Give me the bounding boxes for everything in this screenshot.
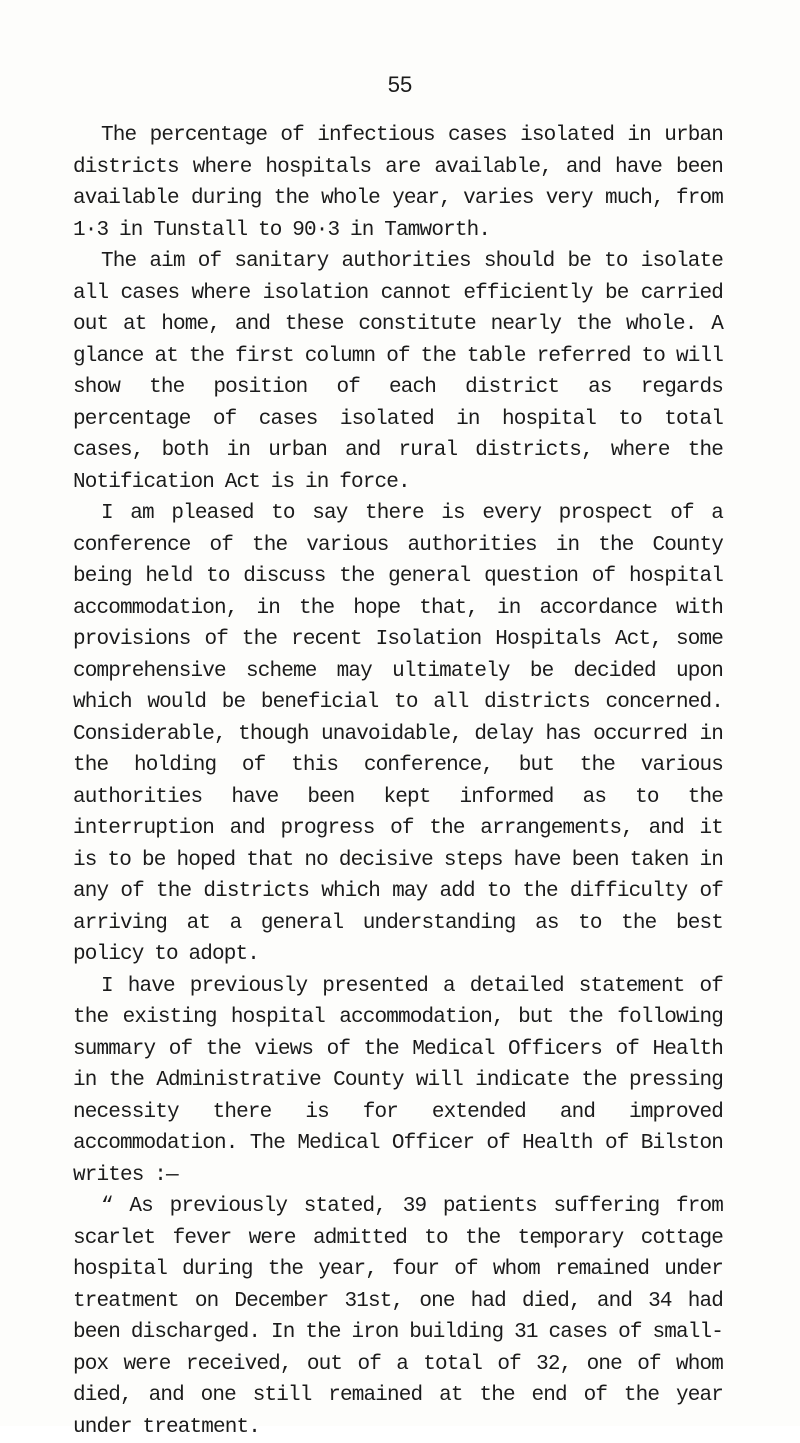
paragraph-county-conference: I am pleased to say there is every prospect of a conference of the various authorities in the County being held to discuss the general question of hospital accommodation, in the hope that, in accordance with provisions of the recent Isolation Hospitals Act, some comprehensive scheme may ultimately be decided upon which would be beneficial to all districts concerned. Considerable, though unavoidable, delay has occurred in the holding of this conference, but the various authorities have been kept informed as to the interruption and progress of the arrangements, and it is to be hoped that no decisive steps have been taken in any of the districts which may add to the difficulty of arriving at a general understanding as to the best policy to adopt. <box>73 502 723 966</box>
paragraph-isolation-percentage: The percentage of infectious cases isolated in urban districts where hospitals are available, and have been available during the whole year, varies very much, from 1·3 in Tunstall to 90·3 in Tamworth. <box>73 124 723 242</box>
paragraph-hospital-accommodation: I have previously presented a detailed statement of the existing hospital accommodation, but the following summary of the views of the Medical Officers of Health in the Administrative County will indicate the pressing necessity there is for extended and improved accommodation. The Medical Officer of Health of Bilston writes :— <box>73 974 723 1187</box>
paragraph-bilston-quote: “ As previously stated, 39 patients suffering from scarlet fever were admitted to the temporary cottage hospital during the year, four of whom remained under treatment on December 31st, one had died, and 34 had been discharged. In the iron building 31 cases of small-pox were received, out of a total of 32, one of whom died, and one still remained at the end of the year under treatment. <box>73 1195 723 1439</box>
paragraph-sanitary-authorities-aim: The aim of sanitary authorities should be to isolate all cases where isolation cannot efficiently be carried out at home, and these constitute nearly the whole. A glance at the first column of the table referred to will show the position of each district as regards percentage of cases isolated in hospital to total cases, both in urban and rural districts, where the Notification Act is in force. <box>73 250 723 494</box>
body-text <box>73 120 723 1443</box>
page-number: 55 <box>387 72 413 97</box>
